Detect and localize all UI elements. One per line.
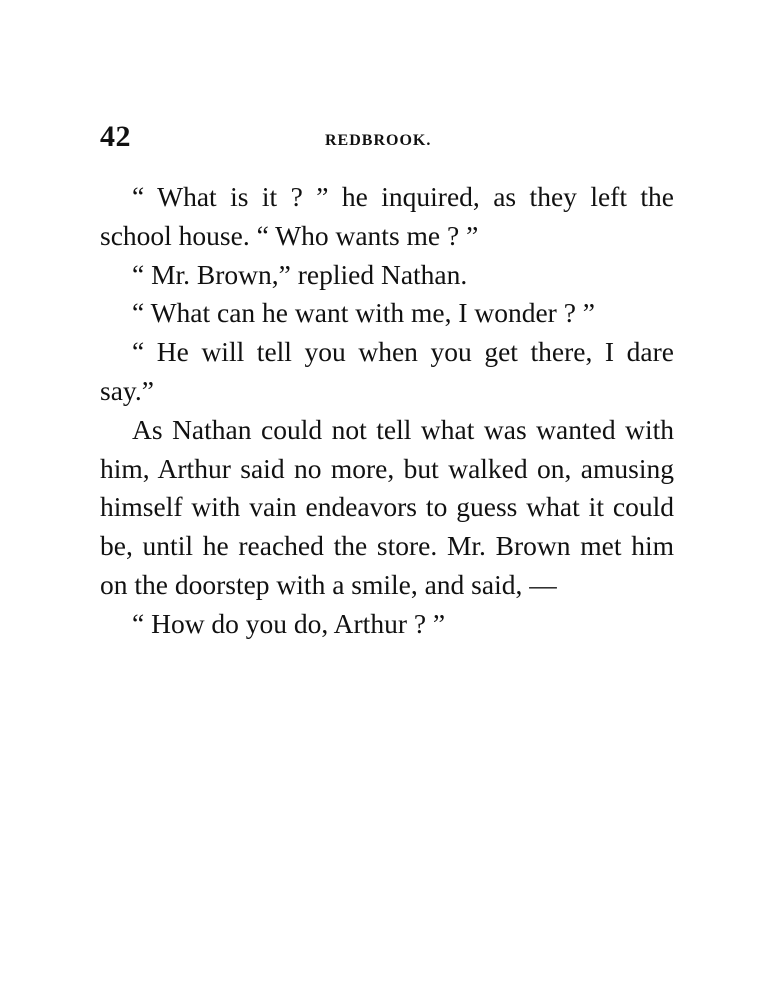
paragraph: “ What can he want with me, I wonder ? ” [132,297,595,329]
running-head: REDBROOK. [325,132,432,149]
page-header [100,120,674,156]
paragraph: “ How do you do, Arthur ? ” [132,607,446,639]
page-number: 42 [100,120,131,153]
paragraph: “ Mr. Brown,” replied Nathan. [132,258,468,290]
paragraph: “ He will tell you when you get there, I dare say.” [100,336,674,406]
paragraph: “ What is it ? ” he inquired, as they left the school house. “ Who wants me ? ” [100,181,674,251]
body-text [100,178,674,644]
paragraph: As Nathan could not tell what was wanted with him, Arthur said no more, but walked on, amusing himself with vain endeavors to guess what it could be, until he reached the store. Mr. Brown met him on the doorstep with a smile, and said, — [100,413,674,600]
